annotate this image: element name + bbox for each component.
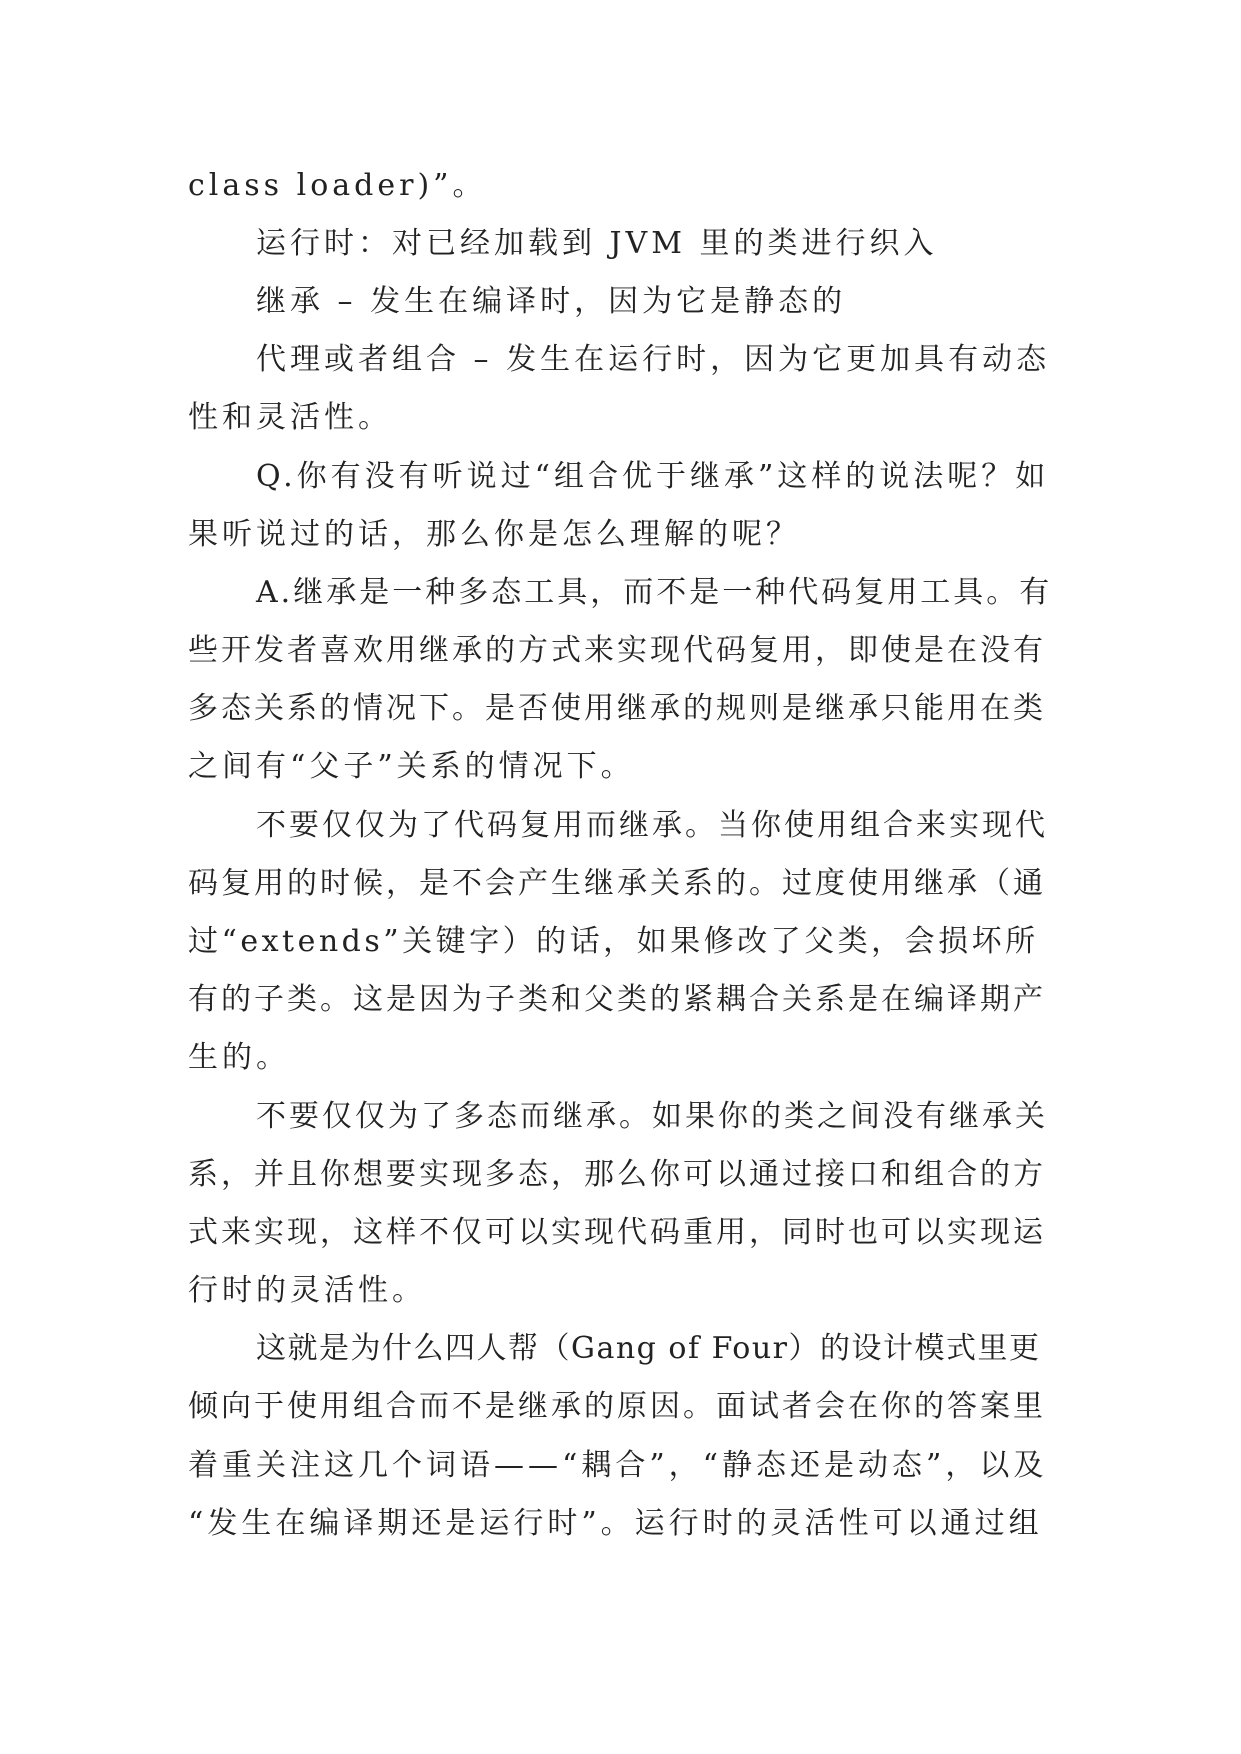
text-line: 式来实现，这样不仅可以实现代码重用，同时也可以实现运 bbox=[188, 1215, 1046, 1250]
text-line: 有的子类。这是因为子类和父类的紧耦合关系是在编译期产 bbox=[188, 982, 1046, 1017]
text-line: A.继承是一种多态工具，而不是一种代码复用工具。有 bbox=[256, 575, 1053, 610]
text-line: 果听说过的话，那么你是怎么理解的呢？ bbox=[188, 517, 800, 552]
text-line: 不要仅仅为了代码复用而继承。当你使用组合来实现代 bbox=[256, 808, 1048, 843]
text-line: 过“extends”关键字）的话，如果修改了父类，会损坏所 bbox=[188, 924, 1039, 959]
text-line: 倾向于使用组合而不是继承的原因。面试者会在你的答案里 bbox=[188, 1389, 1046, 1424]
text-line: 多态关系的情况下。是否使用继承的规则是继承只能用在类 bbox=[188, 691, 1046, 726]
text-line: 继承 – 发生在编译时，因为它是静态的 bbox=[256, 284, 847, 319]
text-line: class loader)”。 bbox=[188, 168, 487, 203]
text-line: 这就是为什么四人帮（Gang of Four）的设计模式里更 bbox=[256, 1331, 1041, 1366]
text-line: 行时的灵活性。 bbox=[188, 1273, 426, 1308]
text-line: 运行时：对已经加载到 JVM 里的类进行织入 bbox=[256, 226, 938, 261]
text-line: 性和灵活性。 bbox=[188, 400, 392, 435]
text-line: 之间有“父子”关系的情况下。 bbox=[188, 749, 635, 784]
text-line: 不要仅仅为了多态而继承。如果你的类之间没有继承关 bbox=[256, 1099, 1048, 1134]
text-line: 着重关注这几个词语——“耦合”，“静态还是动态”，以及 bbox=[188, 1448, 1048, 1483]
text-line: 些开发者喜欢用继承的方式来实现代码复用，即使是在没有 bbox=[188, 633, 1046, 668]
text-line: 码复用的时候，是不会产生继承关系的。过度使用继承（通 bbox=[188, 866, 1046, 901]
text-line: 代理或者组合 – 发生在运行时，因为它更加具有动态 bbox=[256, 342, 1051, 377]
text-line: Q.你有没有听说过“组合优于继承”这样的说法呢？如 bbox=[256, 459, 1050, 494]
text-line: 生的。 bbox=[188, 1040, 290, 1075]
text-line: 系，并且你想要实现多态，那么你可以通过接口和组合的方 bbox=[188, 1157, 1046, 1192]
text-line: “发生在编译期还是运行时”。运行时的灵活性可以通过组 bbox=[188, 1506, 1043, 1541]
